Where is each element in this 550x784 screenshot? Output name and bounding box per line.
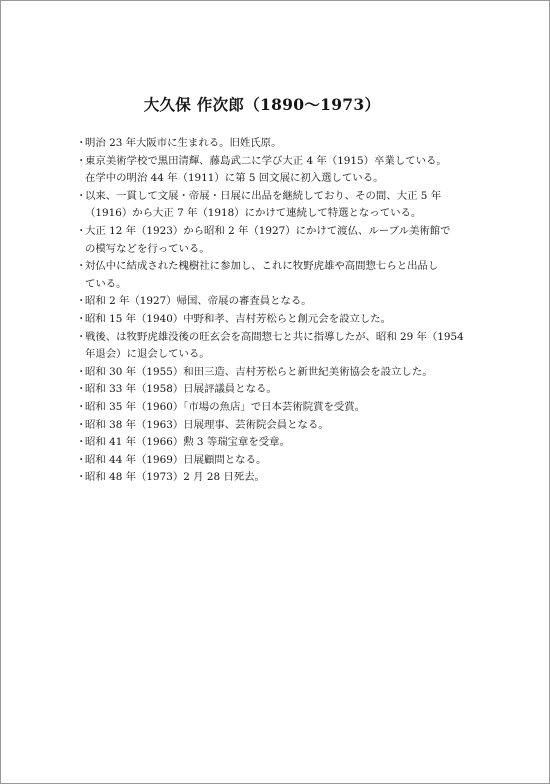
list-item <box>77 399 477 417</box>
entry-line: 昭和 30 年（1955）和田三造、吉村芳松らと新世紀美術協会を設立した。 <box>85 365 433 378</box>
entry-line: 東京美術学校で黒田清輝、藤島武二に学び大正 4 年（1915）卒業している。 <box>85 154 447 167</box>
bullet-mark: ・ <box>76 365 87 378</box>
bullet-mark: ・ <box>76 295 87 308</box>
list-item <box>77 417 477 435</box>
entry-line: 大正 12 年（1923）から昭和 2 年（1927）にかけて渡仏、ルーブル美術館で <box>85 224 451 237</box>
list-item <box>77 364 477 382</box>
list-item <box>77 188 477 223</box>
entry-line: 昭和 15 年（1940）中野和孝、吉村芳松らと創元会を設立した。 <box>85 312 392 325</box>
bullet-mark: ・ <box>76 189 87 202</box>
bullet-mark: ・ <box>76 453 87 466</box>
list-item <box>77 135 477 153</box>
list-item <box>77 153 477 188</box>
list-item <box>77 381 477 399</box>
entry-line: 昭和 2 年（1927）帰国、帝展の審査員となる。 <box>85 295 312 308</box>
entry-line: 昭和 44 年（1969）日展顧問となる。 <box>85 453 267 466</box>
entry-line: 年退会）に退会している。 <box>85 348 210 361</box>
bullet-mark: ・ <box>76 400 87 413</box>
list-item <box>77 452 477 470</box>
bullet-mark: ・ <box>76 383 87 396</box>
bullet-mark: ・ <box>76 154 87 167</box>
bullet-mark: ・ <box>76 224 87 237</box>
list-item <box>77 329 477 364</box>
biography-list <box>77 135 477 487</box>
list-item <box>77 223 477 258</box>
entry-line: 昭和 41 年（1966）勲 3 等瑞宝章を受章。 <box>85 436 290 449</box>
entry-line: の模写などを行っている。 <box>85 242 210 255</box>
bullet-mark: ・ <box>76 436 87 449</box>
entry-line: 以来、一貫して文展・帝展・日展に出品を継続しており、その間、大正 5 年 <box>85 189 442 202</box>
bullet-mark: ・ <box>76 471 87 484</box>
list-item <box>77 311 477 329</box>
bullet-mark: ・ <box>76 330 87 343</box>
bullet-mark: ・ <box>76 312 87 325</box>
list-item <box>77 293 477 311</box>
entry-line: 昭和 33 年（1958）日展評議員となる。 <box>85 383 277 396</box>
entry-line: 戦後、は牧野虎雄没後の旺玄会を高間惣七と共に指導したが、昭和 29 年（1954 <box>85 330 464 343</box>
bullet-mark: ・ <box>76 418 87 431</box>
entry-line: 明治 23 年大阪市に生まれる。旧姓氏原。 <box>85 137 282 149</box>
list-item <box>77 258 477 293</box>
bullet-mark: ・ <box>76 260 87 273</box>
entry-line: （1916）から大正 7 年（1918）にかけて連続して特選となっている。 <box>85 207 422 220</box>
entry-line: 昭和 48 年（1973）2 月 28 日死去。 <box>85 471 265 484</box>
entry-line: 在学中の明治 44 年（1911）に第 5 回文展に初入選している。 <box>85 172 384 185</box>
document-title: 大久保 作次郎（1890〜1973） <box>143 95 381 114</box>
entry-line: 昭和 35 年（1960）「市場の魚店」で日本芸術院賞を受賞。 <box>85 400 366 413</box>
entry-line: 対仏中に結成された槐樹社に参加し、これに牧野虎雄や高間惣七らと出品し <box>85 260 439 273</box>
entry-line: 昭和 38 年（1963）日展理事、芸術院会員となる。 <box>85 418 329 431</box>
list-item <box>77 469 477 487</box>
bullet-mark: ・ <box>76 137 87 149</box>
entry-line: ている。 <box>85 277 127 290</box>
list-item <box>77 434 477 452</box>
